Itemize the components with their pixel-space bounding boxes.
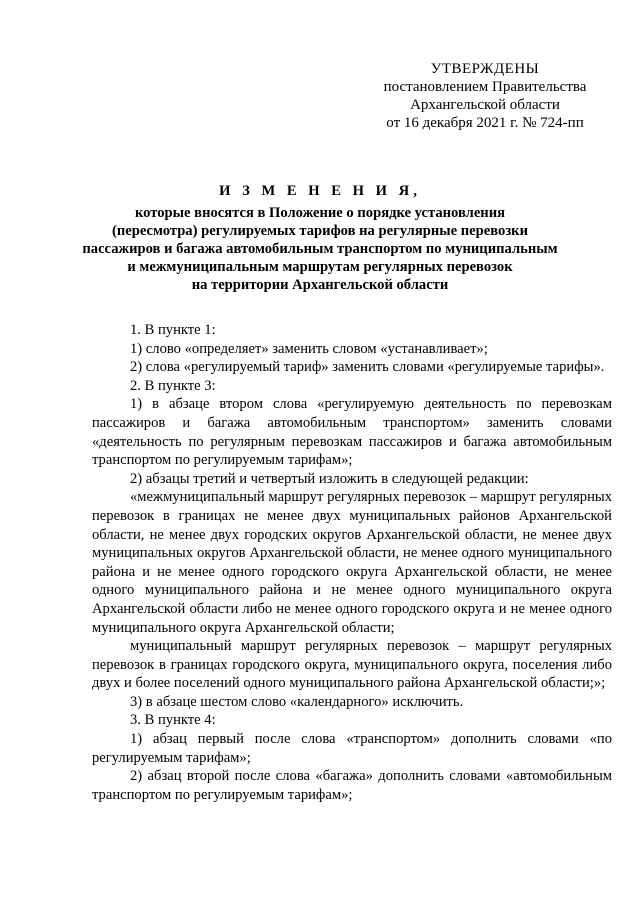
title-line: пассажиров и багажа автомобильным транспортом по муниципальным [82,241,558,257]
title-heading: И З М Е Н Е Н И Я, [219,183,421,199]
title-line: (пересмотра) регулируемых тарифов на регулярные перевозки [112,223,528,239]
document-title [40,182,600,294]
title-line: на территории Архангельской области [191,277,449,293]
list-item: 2) абзац второй после слова «багажа» дополнить словами «автомобильным транспортом по регулируемым тарифам»; [92,768,612,803]
section-heading: 2. В пункте 3: [130,377,216,394]
approval-line: Архангельской области [410,97,560,113]
section-heading: 3. В пункте 4: [130,712,216,729]
approval-stamp [360,60,610,132]
section-heading: 1. В пункте 1: [130,322,216,338]
list-item: 2) абзацы третий и четвертый изложить в следующей редакции: [130,470,529,487]
title-line: которые вносятся в Положение о порядке установления [134,205,506,221]
list-item: 1) абзац первый после слова «транспортом» дополнить словами «по регулируемым тарифам»; [92,731,612,766]
approval-heading: УТВЕРЖДЕНЫ [430,61,540,77]
list-item: 3) в абзаце шестом слово «календарного» исключить. [130,693,464,710]
quoted-paragraph: муниципальный маршрут регулярных перевозок – маршрут регулярных перевозок в границах городского округа, муниципального округа, поселения либо двух и более поселений одного муниципального района Архангельской области;»; [92,638,612,692]
list-item: 1) слово «определяет» заменить словом «устанавливает»; [130,340,488,357]
document-body [92,321,612,804]
title-line: и межмуниципальным маршрутам регулярных перевозок [127,259,513,275]
quoted-paragraph: «межмуниципальный маршрут регулярных перевозок – маршрут регулярных перевозок в границах не менее двух муниципальных районов Архангельской области, не менее двух городских округов Архангельской области, не менее двух муниципальных округов Архангельской области, не менее одного муниципального района и не менее одного городского округа Архангельской области, не менее одного муниципального района и не менее одного муниципального округа Архангельской области либо не менее одного городского округа и не менее одного муниципального округа Архангельской области; [92,489,612,636]
list-item: 2) слова «регулируемый тариф» заменить словами «регулируемые тарифы». [130,359,605,376]
list-item: 1) в абзаце втором слова «регулируемую деятельность по перевозкам пассажиров и багажа автомобильным транспортом» заменить словами «деятельность по регулярным перевозкам пассажиров и багажа автомобильным транспортом по регулируемым тарифам»; [92,396,612,469]
approval-line: постановлением Правительства [383,79,587,95]
approval-date-line: от 16 декабря 2021 г. № 724-пп [386,115,584,131]
